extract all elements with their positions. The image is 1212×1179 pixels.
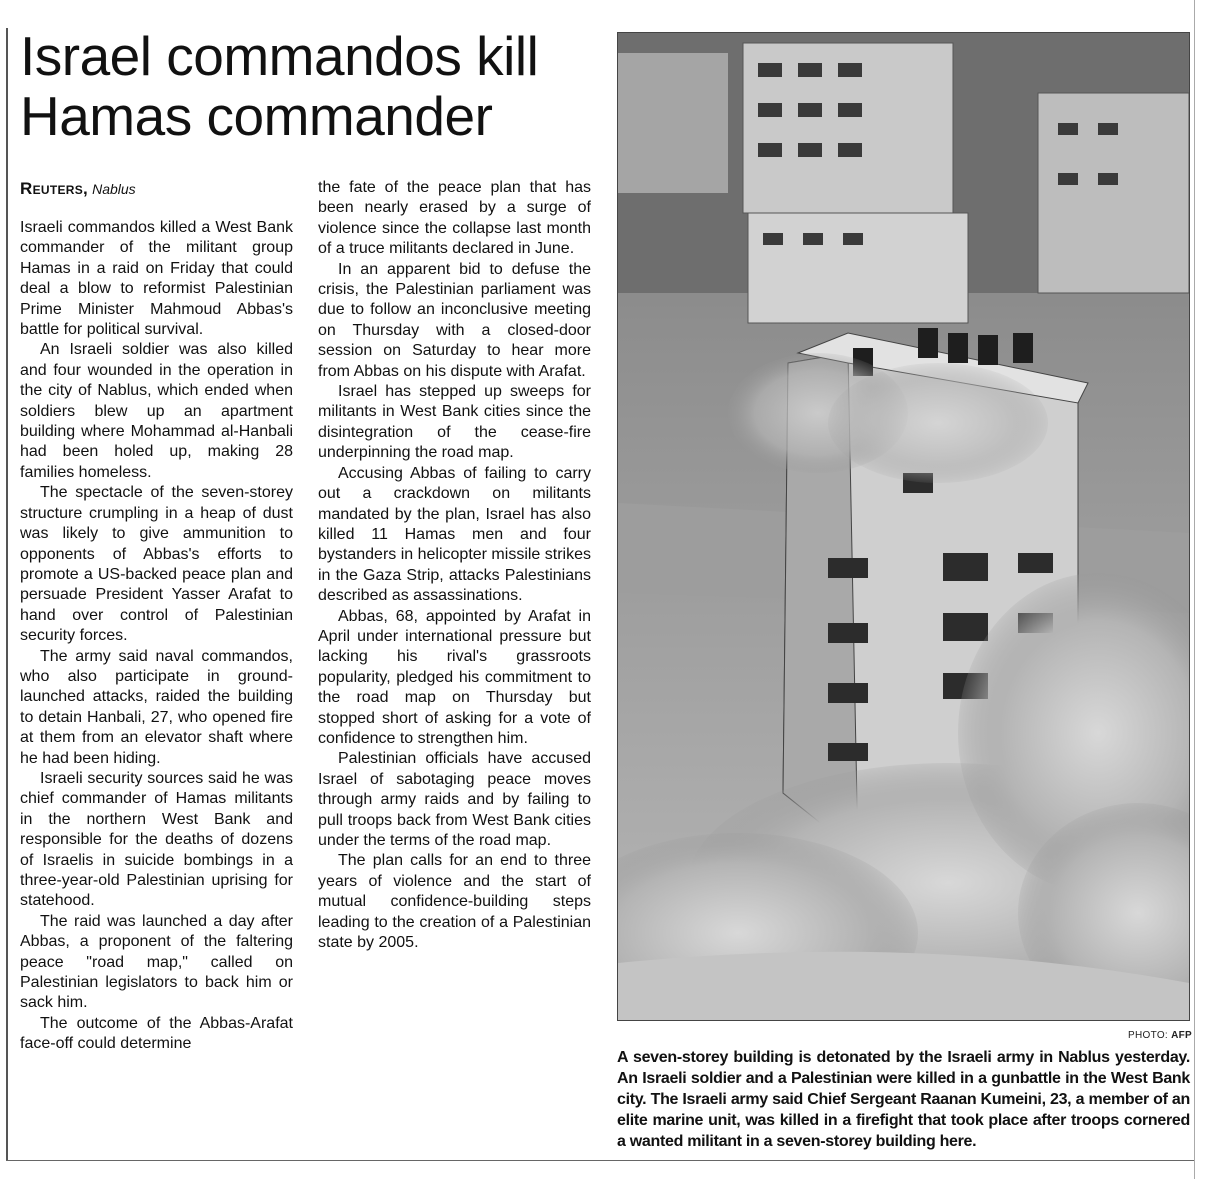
paragraph: The spectacle of the seven-storey structure crumpling in a heap of dust was likely to give ammunition to opponents of Abbas's efforts to promote a US-backed peace plan and persuade President Yasser Arafat to hand over control of Palestinian security forces.: [20, 484, 293, 645]
paragraph: Accusing Abbas of failing to carry out a crackdown on militants mandated by the plan, Israel has also killed 11 Hamas men and four bystanders in helicopter missile strikes in the Gaza Strip, attacks Palestinians described as assassinations.: [318, 464, 591, 605]
paragraph: The plan calls for an end to three years of violence and the start of mutual confidence-building steps leading to the creation of a Palestinian state by 2005.: [318, 852, 591, 952]
paragraph: In an apparent bid to defuse the crisis, the Palestinian parliament was due to follow an inconclusive meeting on Thursday with a closed-door session on Saturday to hear more from Abbas on his dispute with Arafat.: [318, 260, 591, 380]
paragraph: An Israeli soldier was also killed and four wounded in the operation in the city of Nablus, which ended when soldiers blew up an apartment building where Mohammad al-Hanbali had been holed up, making 28 families homeless.: [20, 341, 293, 481]
paragraph: the fate of the peace plan that has been nearly erased by a surge of violence since the collapse last month of a truce militants declared in June.: [318, 179, 591, 258]
right-page-rule: [1194, 0, 1195, 1179]
paragraph: Israel has stepped up sweeps for militants in West Bank cities since the disintegration of the cease-fire underpinning the road map.: [318, 383, 591, 462]
paragraph: The raid was launched a day after Abbas, a proponent of the faltering peace "road map," called on Palestinian legislators to back him or sack him.: [20, 912, 293, 1012]
paragraph: The army said naval commandos, who also participate in ground-launched attacks, raided the building to detain Hanbali, 27, who opened fire at them from an elevator shaft where he had been hiding.: [20, 647, 293, 767]
paragraph: Abbas, 68, appointed by Arafat in April under international pressure but lacking his rival's grassroots popularity, pledged his commitment to the road map on Thursday but stopped short of asking for a vote of confidence to strengthen him.: [318, 607, 591, 747]
bottom-rule: [6, 1160, 1194, 1161]
photo-credit-source: AFP: [1171, 1030, 1192, 1041]
building-demolition-illustration: [618, 33, 1189, 1020]
article-column-1: [20, 218, 293, 1055]
paragraph: Israeli commandos killed a West Bank commander of the militant group Hamas in a raid on Friday that could deal a blow to reformist Palestinian Prime Minister Mahmoud Abbas's battle for political survival.: [20, 219, 293, 339]
article-column-2: [318, 178, 591, 953]
photo-credit: [1120, 1030, 1192, 1041]
byline: [20, 179, 136, 200]
byline-agency: Reuters,: [20, 179, 89, 198]
headline: Israel commandos kill Hamas commander: [20, 25, 539, 147]
paragraph: Israeli security sources said he was chief commander of Hamas militants in the northern West Bank and responsible for the deaths of dozens of Israelis in suicide bombings in a three-year-old Palestinian uprising for statehood.: [20, 769, 293, 910]
byline-city: Nablus: [92, 181, 136, 197]
news-photo: [617, 32, 1190, 1021]
photo-caption: A seven-storey building is detonated by the Israeli army in Nablus yesterday. An Israeli soldier and a Palestinian were killed in a gunbattle in the West Bank city. The Israeli army said Chief Sergeant Raanan Kumeini, 23, a member of an elite marine unit, was killed in a firefight that took place after troops cornered a wanted militant in a seven-storey building here.: [617, 1049, 1190, 1150]
left-column-rule: [6, 28, 8, 1160]
paragraph: Palestinian officials have accused Israel of sabotaging peace moves through army raids and by failing to pull troops back from West Bank cities under the terms of the road map.: [318, 750, 591, 849]
paragraph: The outcome of the Abbas-Arafat face-off could determine: [20, 1014, 293, 1053]
photo-credit-label: PHOTO:: [1128, 1030, 1168, 1041]
